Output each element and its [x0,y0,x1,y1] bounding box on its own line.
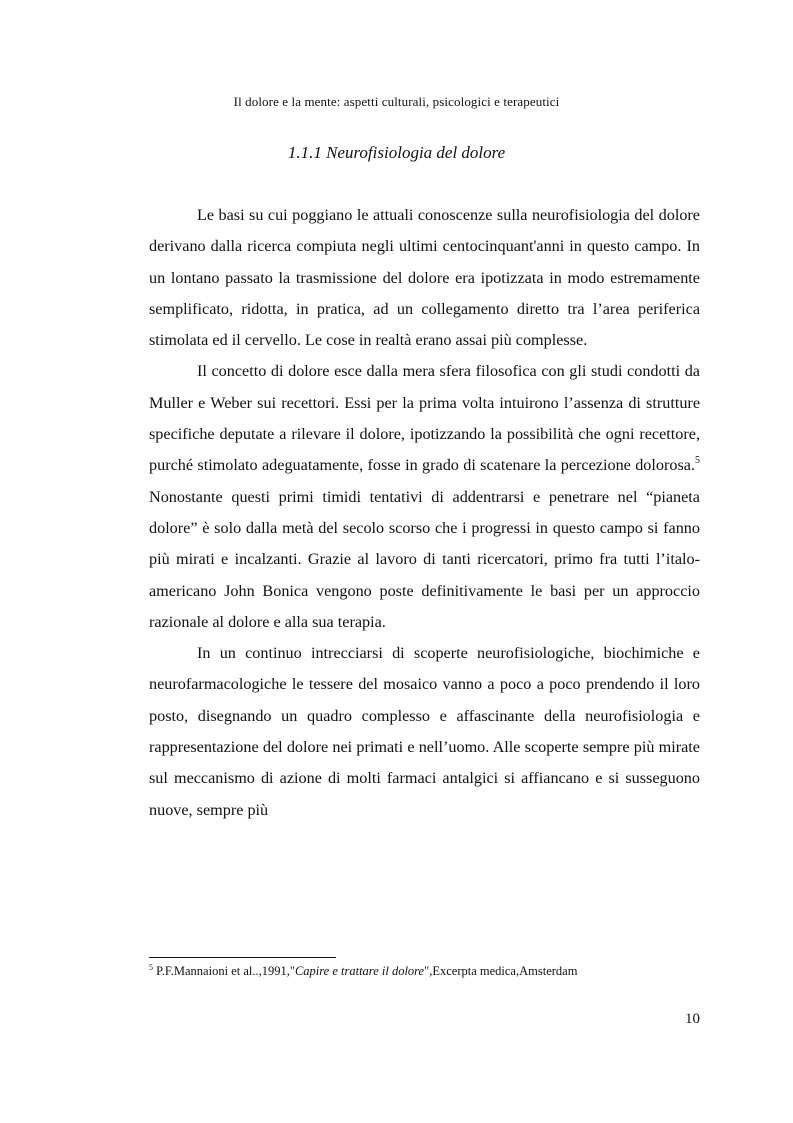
footnote [149,964,709,979]
footnote-ref: 5 [695,455,700,467]
paragraph-2-part-1: Il concetto di dolore esce dalla mera sfera filosofica con gli studi condotti da Muller e Weber sui recettori. Essi per la prima volta intuirono l’assenza di strutture specifiche deputate a rilevare il dolore, ipotizzando la possibilità che ogni recettore, purché stimolato adeguatamente, fosse in grado di scatenare la percezione dolorosa. [149,362,700,475]
paragraph-2-part-2: Nonostante questi primi timidi tentativi di addentrarsi e penetrare nel “pianeta dolore” è solo dalla metà del secolo scorso che i progressi in questo campo si fanno più mirati e incalzanti. Grazie al lavoro di tanti ricercatori, primo fra tutti l’italo-americano John Bonica vengono poste definitivamente le basi per un approccio razionale al dolore e alla sua terapia. [149,487,700,631]
paragraph-3: In un continuo intrecciarsi di scoperte neurofisiologiche, biochimiche e neurofarmacologiche le tessere del mosaico vanno a poco a poco prendendo il loro posto, disegnando un quadro complesso e affascinante della neurofisiologia e rappresentazione del dolore nei primati e nell’uomo. Alle scoperte sempre più mirate sul meccanismo di azione di molti farmaci antalgici si affiancano e si susseguono nuove, sempre più [149,644,700,819]
footnote-separator [149,957,336,958]
page-number: 10 [685,1011,700,1027]
footnote-text-start: P.F.Mannaioni et al..,1991," [153,964,295,978]
paragraph-2 [149,356,700,638]
footnote-number: 5 [149,963,153,972]
body-text [149,200,700,826]
footnote-text-end: ",Excerpta medica,Amsterdam [424,964,578,978]
running-header: Il dolore e la mente: aspetti culturali, psicologici e terapeutici [233,94,560,109]
section-title: 1.1.1 Neurofisiologia del dolore [287,143,506,162]
footnote-book-title: Capire e trattare il dolore [294,964,425,978]
paragraph-1: Le basi su cui poggiano le attuali conoscenze sulla neurofisiologia del dolore derivano dalla ricerca compiuta negli ultimi centocinquant'anni in questo campo. In un lontano passato la trasmissione del dolore era ipotizzata in modo estremamente semplificato, ridotta, in pratica, ad un collegamento diretto tra l’area periferica stimolata ed il cervello. Le cose in realtà erano assai più complesse. [149,206,700,350]
